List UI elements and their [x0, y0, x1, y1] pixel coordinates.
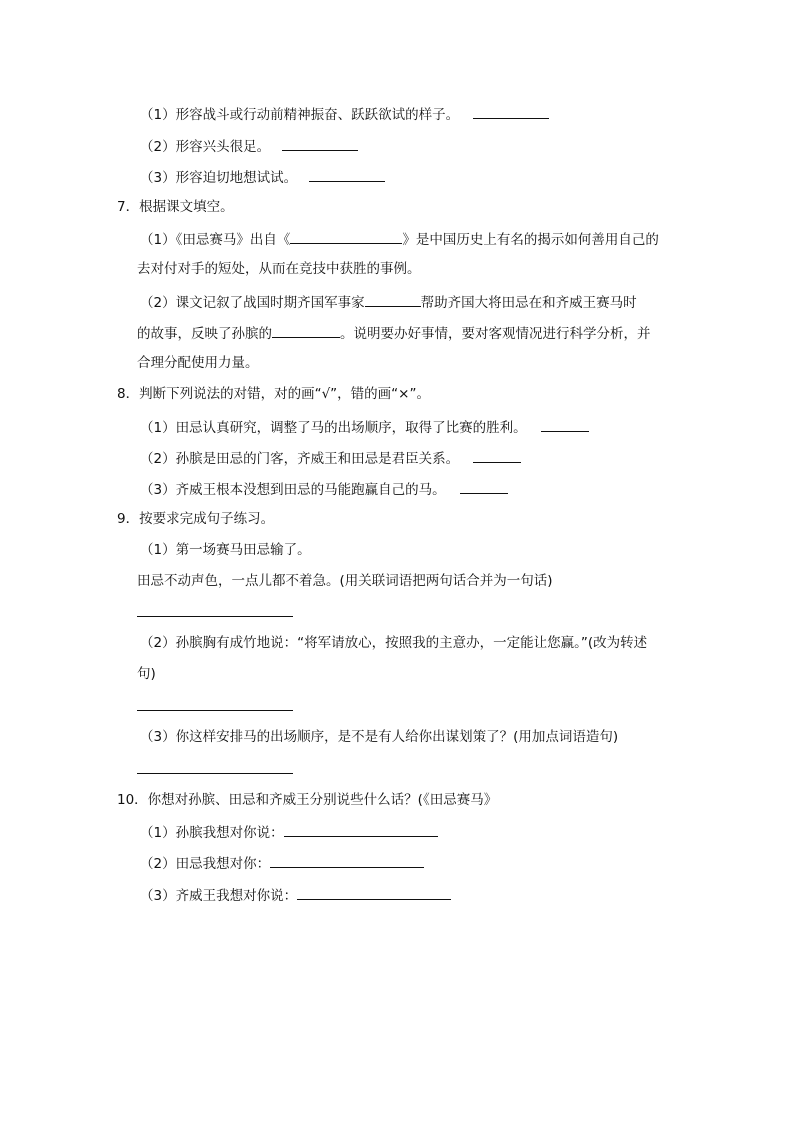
q10-item-2: [140, 853, 424, 873]
q7-part1-line1: [140, 229, 659, 249]
q7-part2-text-c: 的故事，反映了孙膑的: [137, 326, 272, 342]
q7-reflects-blank[interactable]: [272, 323, 340, 338]
q7-part2-text-d: 。说明要办好事情，要对客观情况进行科学分析，并: [340, 326, 651, 342]
q10-answer-blank-1[interactable]: [284, 822, 438, 837]
q10-answer-blank-3[interactable]: [297, 885, 451, 900]
q6-item-1: [140, 104, 549, 124]
q7-title: 7．根据课文填空。: [117, 199, 234, 215]
q10-answer-blank-2[interactable]: [270, 853, 424, 868]
q6-item-3-text: （3）形容迫切地想试试。: [140, 170, 298, 186]
q8-answer-blank-2[interactable]: [473, 448, 521, 463]
q7-part2-text-a: （2）课文记叙了战国时期齐国军事家: [140, 295, 365, 311]
q7-part1-line2: 去对付对手的短处，从而在竞技中获胜的事例。: [137, 261, 421, 277]
q7-part2-line3: 合理分配使用力量。: [137, 355, 259, 371]
q7-book-title-blank[interactable]: [290, 229, 402, 244]
q9-sentence-3: （3）你这样安排马的出场顺序，是不是有人给你出谋划策了？(用加点词语造句): [140, 729, 619, 745]
q8-item-2: [140, 448, 521, 468]
q9-sentence-1a: （1）第一场赛马田忌输了。: [140, 542, 311, 558]
q7-part1-text-a: （1）《田忌赛马》出自《: [140, 232, 291, 248]
q7-part2-line1: [140, 292, 637, 312]
q6-item-2-text: （2）形容兴头很足。: [140, 139, 271, 155]
q9-answer-line-1[interactable]: [137, 616, 293, 617]
q10-item-2-text: （2）田忌我想对你：: [140, 856, 271, 872]
q8-item-3-text: （3）齐威王根本没想到田忌的马能跑赢自己的马。: [140, 482, 446, 498]
q10-title: 10．你想对孙膑、田忌和齐威王分别说些什么话？(《田忌赛马》: [117, 792, 498, 808]
q6-item-1-text: （1）形容战斗或行动前精神振奋、跃跃欲试的样子。: [140, 107, 460, 123]
q10-item-1: [140, 822, 438, 842]
q8-item-1: [140, 417, 589, 437]
q10-item-3-text: （3）齐威王我想对你说：: [140, 888, 298, 904]
q9-answer-line-2[interactable]: [137, 710, 293, 711]
q7-part1-text-b: 》是中国历史上有名的揭示如何善用自己的: [402, 232, 659, 248]
q6-item-2: [140, 136, 358, 156]
q9-sentence-2a: （2）孙膑胸有成竹地说：“将军请放心，按照我的主意办，一定能让您赢。”(改为转述: [140, 635, 648, 651]
q7-part2-line2: [137, 323, 651, 343]
q7-part2-text-b: 帮助齐国大将田忌在和齐威王赛马时: [420, 295, 637, 311]
q9-sentence-2b: 句): [137, 666, 156, 682]
q9-sentence-1b: 田忌不动声色，一点儿都不着急。(用关联词语把两句话合并为一句话): [137, 573, 553, 589]
q6-answer-blank-3[interactable]: [309, 167, 385, 182]
q8-item-2-text: （2）孙膑是田忌的门客，齐威王和田忌是君臣关系。: [140, 451, 460, 467]
q9-title: 9．按要求完成句子练习。: [117, 511, 275, 527]
q8-title: 8．判断下列说法的对错，对的画“√”，错的画“×”。: [117, 386, 430, 402]
q8-item-3: [140, 479, 508, 499]
q6-answer-blank-2[interactable]: [282, 136, 358, 151]
q6-answer-blank-1[interactable]: [473, 104, 549, 119]
q6-item-3: [140, 167, 385, 187]
q10-item-3: [140, 885, 451, 905]
q8-item-1-text: （1）田忌认真研究，调整了马的出场顺序，取得了比赛的胜利。: [140, 420, 527, 436]
q10-item-1-text: （1）孙膑我想对你说：: [140, 825, 284, 841]
q9-answer-line-3[interactable]: [137, 773, 293, 774]
q8-answer-blank-3[interactable]: [460, 479, 508, 494]
q8-answer-blank-1[interactable]: [541, 417, 589, 432]
q7-strategist-blank[interactable]: [365, 292, 421, 307]
